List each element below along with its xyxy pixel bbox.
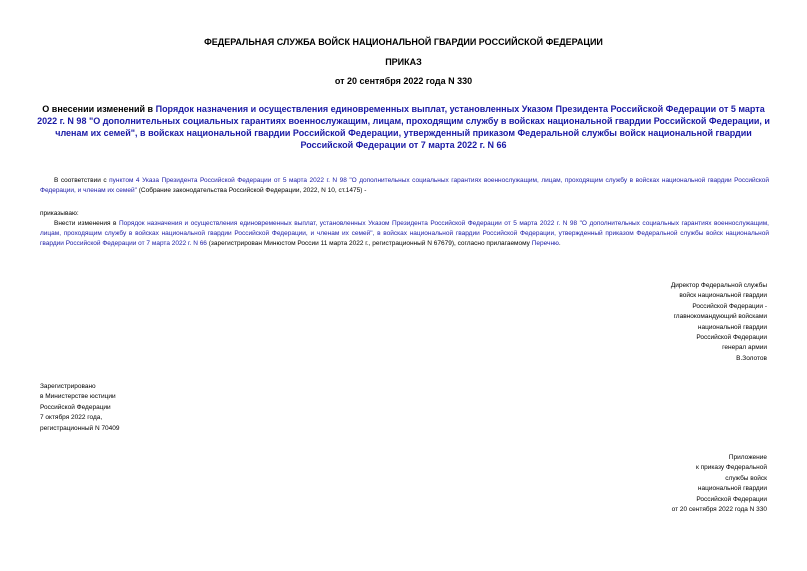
signature-line: генерал армии bbox=[722, 344, 767, 352]
title-prefix: О внесении изменений в bbox=[42, 104, 156, 114]
registration-line: Зарегистрировано bbox=[40, 383, 96, 390]
appendix-line: от 20 сентября 2022 года N 330 bbox=[671, 506, 767, 514]
registration-line: в Министерстве юстиции bbox=[40, 393, 116, 401]
signature-line: Российской Федерации - bbox=[692, 302, 767, 310]
document-type: ПРИКАЗ bbox=[385, 57, 422, 67]
decree-suffix: . bbox=[558, 240, 561, 247]
preamble-prefix: В соответствии с bbox=[54, 177, 110, 184]
signature-line: Российской Федерации bbox=[696, 334, 767, 342]
decree-middle: (зарегистрирован Минюстом России 11 марта 2022 г., регистрационный N 67679), согласно прилагаемому bbox=[206, 240, 532, 247]
signature-line: главнокомандующий войсками bbox=[673, 313, 767, 321]
signature-line: В.Золотов bbox=[736, 354, 767, 362]
appendix-line: Российской Федерации bbox=[696, 495, 767, 503]
preamble-suffix: (Собрание законодательства Российской Федерации, 2022, N 10, ст.1475) - bbox=[136, 187, 367, 194]
document-title bbox=[36, 103, 771, 151]
preamble-link[interactable]: пунктом 4 Указа Президента Российской Федерации от 5 марта 2022 г. N 98 "О дополнительных социальных гарантиях военнослужащим, лицам, проходящим службу в войсках национальной гвардии Российской Федерации, и членам их семей" bbox=[40, 177, 770, 194]
appendix-line: к приказу Федеральной bbox=[696, 464, 767, 472]
title-link[interactable]: Порядок назначения и осуществления единовременных выплат, установленных Указом Президента Российской Федерации от 5 марта 2022 г. N 98 "О дополнительных социальных гарантиях военнослужащим, лицам, проходящим службу в войсках национальной гвардии Российской Федерации, и членам их семей", в войсках национальной гвардии Российской Федерации, утвержденный приказом Федеральной службы войск национальной гвардии Российской Федерации от 7 марта 2022 г. N 66 bbox=[37, 104, 770, 150]
appendix-line: Приложение bbox=[728, 454, 767, 461]
registration-line: Российской Федерации bbox=[40, 403, 111, 411]
agency-name: ФЕДЕРАЛЬНАЯ СЛУЖБА ВОЙСК НАЦИОНАЛЬНОЙ ГВАРДИИ РОССИЙСКОЙ ФЕДЕРАЦИИ bbox=[204, 37, 603, 47]
perechen-link[interactable]: Перечню bbox=[531, 240, 559, 247]
signature-block bbox=[671, 281, 767, 364]
appendix-block bbox=[672, 453, 767, 515]
appendix-line: национальной гвардии bbox=[697, 485, 767, 493]
decree-prefix: Внести изменения в bbox=[54, 220, 119, 227]
preamble-paragraph bbox=[40, 176, 769, 196]
signature-line: Директор Федеральной службы bbox=[670, 282, 767, 289]
registration-block bbox=[40, 382, 120, 434]
appendix-line: службы войск bbox=[725, 474, 767, 482]
signature-line: войск национальной гвардии bbox=[679, 292, 767, 300]
registration-line: 7 октября 2022 года, bbox=[40, 414, 103, 422]
document-date: от 20 сентября 2022 года N 330 bbox=[334, 76, 473, 86]
signature-line: национальной гвардии bbox=[697, 323, 767, 331]
registration-line: регистрационный N 70409 bbox=[40, 424, 120, 432]
decree-paragraph bbox=[40, 219, 769, 249]
order-keyword: приказываю: bbox=[40, 210, 79, 217]
decree-link[interactable]: Порядок назначения и осуществления единовременных выплат, установленных Указом Президента Российской Федерации от 5 марта 2022 г. N 98 "О дополнительных социальных гарантиях военнослужащим, лицам, проходящим службу в войсках национальной гвардии Российской Федерации, и членам их семей", в войсках национальной гвардии Российской Федерации, утвержденный приказом Федеральной службы войск национальной гвардии Российской Федерации от 7 марта 2022 г. N 66 bbox=[40, 220, 769, 247]
